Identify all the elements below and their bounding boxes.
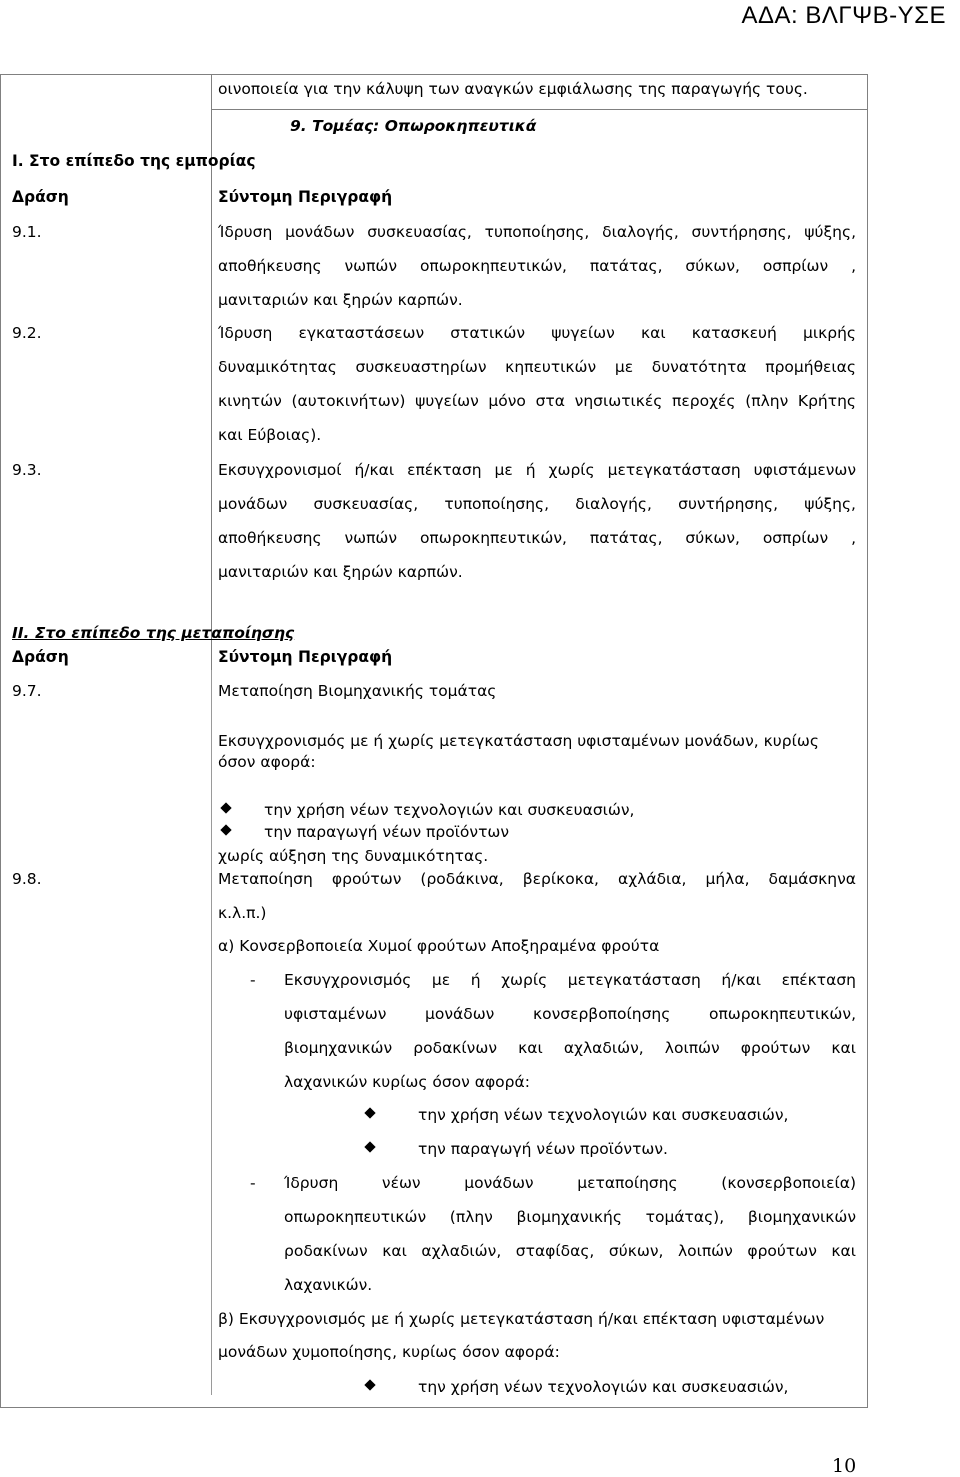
row-text-line: και Εύβοιας).: [218, 426, 322, 444]
row-text-line: δυναμικότητας συσκευαστηρίων κηπευτικών με δυνατότητα προμήθειας: [218, 358, 856, 376]
dash-text-line: λαχανικών κυρίως όσον αφορά:: [284, 1073, 530, 1091]
bullet-text: την παραγωγή νέων προϊόντων.: [418, 1140, 668, 1158]
section-ii-title: ΙΙ. Στο επίπεδο της μεταποίησης: [12, 624, 295, 642]
row-text-line: μονάδων συσκευασίας, τυποποίησης, διαλογής, συντήρησης, ψύξης,: [218, 495, 856, 513]
dash-text-line: οπωροκηπευτικών (πλην βιομηχανικής τομάτας), βιομηχανικών: [284, 1208, 856, 1226]
row-text-line: Εκσυγχρονισμός με ή χωρίς μετεγκατάσταση υφισταμένων μονάδων, κυρίως: [218, 732, 819, 750]
row-code: 9.2.: [12, 324, 42, 342]
row-code: 9.3.: [12, 461, 42, 479]
row-text-line: Εκσυγχρονισμοί ή/και επέκταση με ή χωρίς μετεγκατάσταση υφιστάμενων: [218, 461, 856, 479]
bullet-text: την χρήση νέων τεχνολογιών και συσκευασιών,: [418, 1106, 789, 1124]
row-code: 9.8.: [12, 870, 42, 888]
subsection-a: α) Κονσερβοποιεία Χυμοί φρούτων Αποξηραμένα φρούτα: [218, 937, 660, 955]
subsection-b-line: μονάδων χυμοποίησης, κυρίως όσον αφορά:: [218, 1343, 560, 1361]
row-text-line: Ίδρυση μονάδων συσκευασίας, τυποποίησης, διαλογής, συντήρησης, ψύξης,: [218, 223, 856, 241]
col-action-header: Δράση: [12, 648, 69, 666]
section-i-title: Ι. Στο επίπεδο της εμπορίας: [12, 152, 256, 170]
row-title-line: κ.λ.π.): [218, 904, 267, 922]
row-title: Μεταποίηση Βιομηχανικής τομάτας: [218, 682, 497, 700]
row-text-line: μανιταριών και ξηρών καρπών.: [218, 291, 463, 309]
row-text-line: αποθήκευσης νωπών οπωροκηπευτικών, πατάτας, σύκων, οσπρίων ,: [218, 257, 856, 275]
dash-text-line: Εκσυγχρονισμός με ή χωρίς μετεγκατάσταση ή/και επέκταση: [284, 971, 856, 989]
ada-code: ΑΔΑ: ΒΛΓΨΒ-ΥΣΕ: [741, 2, 946, 29]
page-number: 10: [832, 1455, 857, 1477]
col-action-header: Δράση: [12, 188, 69, 206]
row-text-line: Ίδρυση εγκαταστάσεων στατικών ψυγείων και κατασκευή μικρής: [218, 324, 856, 342]
row-text-line: όσον αφορά:: [218, 753, 316, 771]
bullet-text: την παραγωγή νέων προϊόντων: [264, 823, 510, 841]
dash-text-line: ροδακίνων και αχλαδιών, σταφίδας, σύκων, λοιπών φρούτων και: [284, 1242, 856, 1260]
row-title-line: Μεταποίηση φρούτων (ροδάκινα, βερίκοκα, αχλάδια, μήλα, δαμάσκηνα: [218, 870, 856, 888]
row-code: 9.1.: [12, 223, 42, 241]
intro-line: οινοποιεία για την κάλυψη των αναγκών εμφιάλωσης της παραγωγής τους.: [218, 80, 808, 98]
table-divider: [211, 109, 867, 110]
row-text-line: αποθήκευσης νωπών οπωροκηπευτικών, πατάτας, σύκων, οσπρίων ,: [218, 529, 856, 547]
dash-marker: -: [250, 971, 256, 989]
bullet-text: την χρήση νέων τεχνολογιών και συσκευασιών,: [264, 801, 635, 819]
dash-text-line: βιομηχανικών ροδακίνων και αχλαδιών, λοιπών φρούτων και: [284, 1039, 856, 1057]
dash-text-line: υφισταμένων μονάδων κονσερβοποίησης οπωροκηπευτικών,: [284, 1005, 856, 1023]
row-text-line: χωρίς αύξηση της δυναμικότητας.: [218, 847, 489, 865]
subsection-b-line: β) Εκσυγχρονισμός με ή χωρίς μετεγκατάσταση ή/και επέκταση υφισταμένων: [218, 1310, 825, 1328]
row-text-line: κινητών (αυτοκινήτων) ψυγείων μόνο στα νησιωτικές περοχές (πλην Κρήτης: [218, 392, 856, 410]
dash-marker: -: [250, 1174, 256, 1192]
col-description-header: Σύντομη Περιγραφή: [218, 188, 393, 206]
dash-text-line: Ίδρυση νέων μονάδων μεταποίησης (κονσερβοποιεία): [284, 1174, 856, 1192]
dash-text-line: λαχανικών.: [284, 1276, 373, 1294]
col-description-header: Σύντομη Περιγραφή: [218, 648, 393, 666]
bullet-text: την χρήση νέων τεχνολογιών και συσκευασιών,: [418, 1378, 789, 1396]
sector-heading: 9. Τομέας: Οπωροκηπευτικά: [290, 117, 537, 135]
row-text-line: μανιταριών και ξηρών καρπών.: [218, 563, 463, 581]
row-code: 9.7.: [12, 682, 42, 700]
column-divider-lower: [211, 670, 212, 1395]
